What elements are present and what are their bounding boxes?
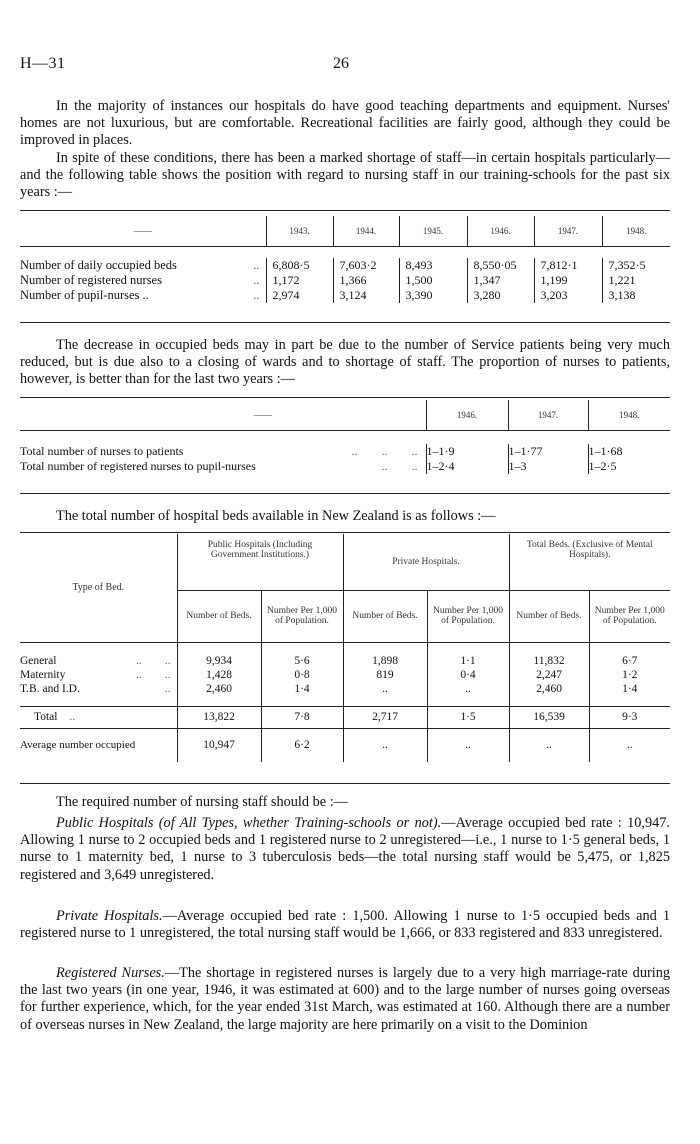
table-cell: 1–2·4 xyxy=(426,459,508,474)
leader-dots: .. xyxy=(253,258,260,272)
table-cell: 1,898 xyxy=(343,654,427,668)
table-cell: 6,808·5 xyxy=(266,258,333,273)
table-cell: 1,221 xyxy=(602,273,670,288)
table-cell: .. xyxy=(427,682,509,696)
table-cell: 2,247 xyxy=(509,668,589,682)
paragraph-registered-nurses xyxy=(20,965,670,1034)
table-cell: 3,203 xyxy=(534,288,602,303)
table-cell: 1,172 xyxy=(266,273,333,288)
year-header: 1943. xyxy=(266,216,333,246)
type-of-bed-header: Type of Bed. xyxy=(20,534,177,642)
table-cell: 7,603·2 xyxy=(333,258,399,273)
table-cell: 1·4 xyxy=(261,682,343,696)
leader-dots: .. xyxy=(253,288,260,302)
hospital-beds-table xyxy=(20,534,670,762)
subheader-beds: Number of Beds. xyxy=(177,590,261,642)
leader-dots: .. .. xyxy=(381,459,418,473)
table-cell: 0·8 xyxy=(261,668,343,682)
table-cell: 1·5 xyxy=(427,706,509,728)
table-cell: 2,460 xyxy=(509,682,589,696)
table-cell: 1,199 xyxy=(534,273,602,288)
table-cell: 1–1·68 xyxy=(588,444,670,459)
subheader-per-1000: Number Per 1,000 of Population. xyxy=(261,590,343,642)
table2-bottom-rule xyxy=(20,493,670,494)
paragraph-private-hospitals xyxy=(20,908,670,942)
subheader-per-1000: Number Per 1,000 of Population. xyxy=(589,590,670,642)
paragraph-public-hospitals xyxy=(20,815,670,884)
group-header-total: Total Beds. (Exclusive of Mental Hospitals). xyxy=(509,534,670,590)
table-cell: 1,347 xyxy=(467,273,534,288)
table-cell: 3,138 xyxy=(602,288,670,303)
table3-top-rule xyxy=(20,532,670,533)
table-cell: 1–1·77 xyxy=(508,444,588,459)
table-cell: 1–2·5 xyxy=(588,459,670,474)
table-cell: 2,460 xyxy=(177,682,261,696)
table-cell: 1·1 xyxy=(427,654,509,668)
table-row xyxy=(20,682,670,696)
table-cell: 1,500 xyxy=(399,273,467,288)
table-cell: 6·2 xyxy=(261,728,343,762)
table-row xyxy=(20,654,670,668)
year-header: 1945. xyxy=(399,216,467,246)
year-header: 1944. xyxy=(333,216,399,246)
table-cell: 8,550·05 xyxy=(467,258,534,273)
page-number: 26 xyxy=(333,55,349,72)
private-hospitals-text: —Average occupied bed rate : 1,500. Allowing 1 nurse to 1·5 occupied beds and 1 registered nurse to 1 unregistered, the total nursing staff would be 1,666, or 833 registered and 833 unregistered. xyxy=(20,908,670,942)
table3-bottom-rule xyxy=(20,783,670,784)
year-header: 1948. xyxy=(588,400,670,430)
group-header-public: Public Hospitals (Including Government Institutions.) xyxy=(177,534,343,590)
table-cell: 7,352·5 xyxy=(602,258,670,273)
table-cell: 6·7 xyxy=(589,654,670,668)
table-average-row xyxy=(20,728,670,762)
table1-top-rule xyxy=(20,210,670,211)
table-cell: .. xyxy=(589,728,670,762)
leader-dots: .. .. xyxy=(136,669,171,681)
year-header: 1947. xyxy=(508,400,588,430)
row-label: Average number occupied xyxy=(20,739,136,752)
leader-dots: .. xyxy=(69,711,76,723)
leader-dots: .. xyxy=(253,273,260,287)
public-hospitals-heading: Public Hospitals (of All Types, whether Training-schools or not). xyxy=(56,815,442,831)
table-cell: 1,366 xyxy=(333,273,399,288)
year-header: 1948. xyxy=(602,216,670,246)
table-cell: 8,493 xyxy=(399,258,467,273)
table1-bottom-rule xyxy=(20,322,670,323)
table-cell: 0·4 xyxy=(427,668,509,682)
table-cell: 7·8 xyxy=(261,706,343,728)
group-header-private: Private Hospitals. xyxy=(343,534,509,590)
table-row xyxy=(20,459,670,474)
table-row xyxy=(20,273,670,288)
table-row xyxy=(20,668,670,682)
year-header: 1946. xyxy=(467,216,534,246)
row-label: Number of pupil-nurses .. xyxy=(20,288,149,302)
leader-dots: .. xyxy=(164,683,171,695)
year-header: 1947. xyxy=(534,216,602,246)
row-label: Total number of nurses to patients xyxy=(20,444,184,458)
subheader-beds: Number of Beds. xyxy=(343,590,427,642)
table-row xyxy=(20,258,670,273)
leader-dots: .. .. .. xyxy=(351,444,418,458)
row-label: Total xyxy=(34,711,58,723)
table-cell: 1–1·9 xyxy=(426,444,508,459)
table-cell: .. xyxy=(343,728,427,762)
table-cell: 2,974 xyxy=(266,288,333,303)
table-cell: 7,812·1 xyxy=(534,258,602,273)
row-label: General xyxy=(20,655,57,667)
registered-nurses-heading: Registered Nurses. xyxy=(56,965,165,981)
public-hospitals-text: —Average occupied bed rate : 10,947. Allowing 1 nurse to 2 occupied beds and 1 registered nurse to 2 unregistered—i.e., 1 nurse to 1·5 general beds, 1 nurse to 1 maternity bed, 1 nurse to 3 tuberculosis beds—the total nursing staff would be 5,475, or 1,825 registered and 3,649 unregistered. xyxy=(20,815,670,883)
table-cell: 13,822 xyxy=(177,706,261,728)
table-cell: 3,280 xyxy=(467,288,534,303)
table-cell: 1–3 xyxy=(508,459,588,474)
subheader-per-1000: Number Per 1,000 of Population. xyxy=(427,590,509,642)
row-label: Number of registered nurses xyxy=(20,273,162,287)
year-header: 1946. xyxy=(426,400,508,430)
table-row xyxy=(20,444,670,459)
table-cell: .. xyxy=(343,682,427,696)
table-cell: 5·6 xyxy=(261,654,343,668)
registered-nurses-text: —The shortage in registered nurses is largely due to a very high marriage-rate during the last two years (in one year, 1946, it was estimated at 600) and to the large number of nurses going overseas for further experience, which, for the year ended 31st March, was estimated at 160. Although there are a number of overseas nurses in New Zealand, the large majority are here primarily on a visit to the Dominion xyxy=(20,965,670,1033)
table-cell: 1,428 xyxy=(177,668,261,682)
subheader-beds: Number of Beds. xyxy=(509,590,589,642)
row-label: Number of daily occupied beds xyxy=(20,258,177,272)
private-hospitals-heading: Private Hospitals. xyxy=(56,908,163,924)
table-total-row xyxy=(20,706,670,728)
table-cell: .. xyxy=(427,728,509,762)
paragraph-staff-shortage: In spite of these conditions, there has been a marked shortage of staff—in certain hospitals particularly—and the following table shows the position with regard to nursing staff in our training-schools for the past six years :— xyxy=(20,150,670,201)
table-cell: 9·3 xyxy=(589,706,670,728)
table-cell: .. xyxy=(509,728,589,762)
row-label: T.B. and I.D. xyxy=(20,683,80,695)
table-cell: 1·2 xyxy=(589,668,670,682)
paragraph-teaching: In the majority of instances our hospitals do have good teaching departments and equipment. Nurses' homes are not luxurious, but are comfortable. Recreational facilities are fairly good, although they could be improved in places. xyxy=(20,98,670,149)
row-label: Total number of registered nurses to pupil-nurses xyxy=(20,459,256,473)
table-cell: 3,390 xyxy=(399,288,467,303)
staff-table-by-year xyxy=(20,216,670,321)
table1-corner: —— xyxy=(133,225,152,236)
paragraph-total-beds: The total number of hospital beds available in New Zealand is as follows :— xyxy=(56,508,496,524)
leader-dots: .. .. xyxy=(136,655,171,667)
table-cell: 9,934 xyxy=(177,654,261,668)
table-cell: 10,947 xyxy=(177,728,261,762)
paragraph-decrease-beds: The decrease in occupied beds may in part be due to the number of Service patients being very much reduced, but is due also to a closing of wards and to shortage of staff. The proportion of nurses to patients, however, is better than for the last two years :— xyxy=(20,337,670,388)
report-reference: H—31 xyxy=(20,55,66,72)
table-cell: 2,717 xyxy=(343,706,427,728)
table-row xyxy=(20,288,670,303)
paragraph-required-staff: The required number of nursing staff should be :— xyxy=(56,794,348,810)
nurse-ratio-table xyxy=(20,400,670,494)
table2-corner: —— xyxy=(253,409,272,420)
table-cell: 819 xyxy=(343,668,427,682)
row-label: Maternity xyxy=(20,669,66,681)
table-cell: 11,832 xyxy=(509,654,589,668)
table-cell: 3,124 xyxy=(333,288,399,303)
table2-top-rule xyxy=(20,397,670,398)
table-cell: 1·4 xyxy=(589,682,670,696)
table-cell: 16,539 xyxy=(509,706,589,728)
